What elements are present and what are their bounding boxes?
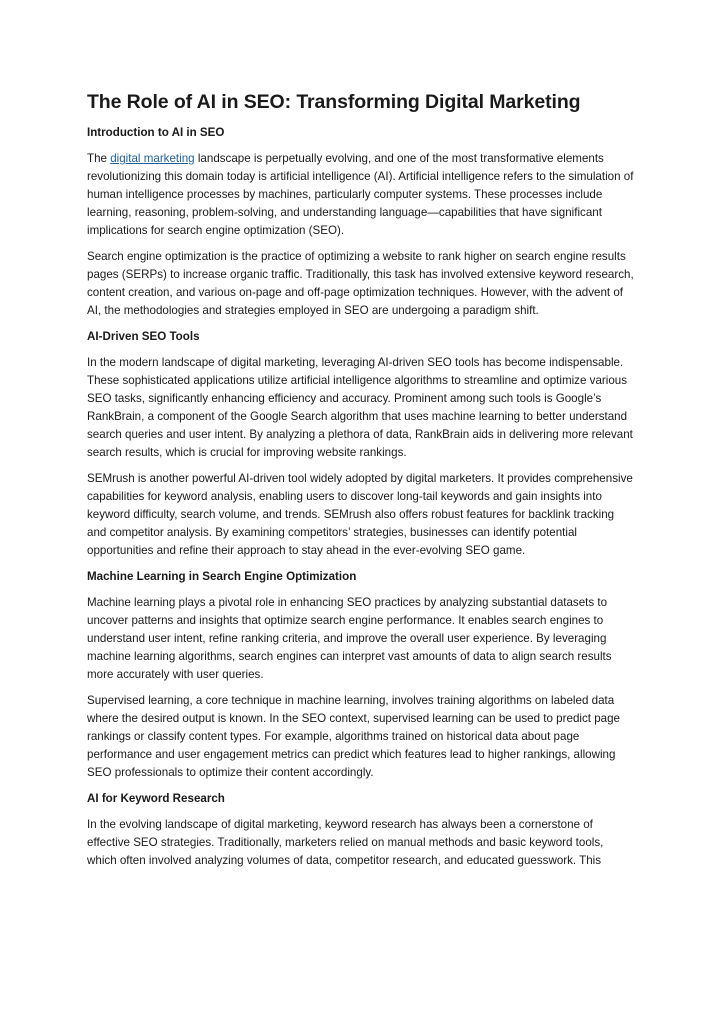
- section-heading-ai-tools: AI-Driven SEO Tools: [87, 330, 200, 343]
- paragraph: [87, 150, 634, 240]
- paragraph: In the modern landscape of digital marketing, leveraging AI-driven SEO tools has become indispensable. These sophisticated applications utilize artificial intelligence algorithms to streamline and optimize various SEO tasks, significantly enhancing efficiency and accuracy. Prominent among such tools is Google’s RankBrain, a component of the Google Search algorithm that uses machine learning to better understand search queries and user intent. By analyzing a plethora of data, RankBrain aids in delivering more relevant search results, which is crucial for improving website rankings.: [87, 356, 633, 459]
- document-title: The Role of AI in SEO: Transforming Digital Marketing: [87, 91, 581, 113]
- section-heading-introduction: Introduction to AI in SEO: [87, 126, 225, 139]
- paragraph: In the evolving landscape of digital marketing, keyword research has always been a cornerstone of effective SEO strategies. Traditionally, marketers relied on manual methods and basic keyword tools, which often involved analyzing volumes of data, competitor research, and educated guesswork. This: [87, 818, 604, 867]
- section-heading-machine-learning: Machine Learning in Search Engine Optimization: [87, 570, 357, 583]
- section-heading-keyword-research: AI for Keyword Research: [87, 792, 225, 805]
- paragraph: SEMrush is another powerful AI-driven tool widely adopted by digital marketers. It provides comprehensive capabilities for keyword analysis, enabling users to discover long-tail keywords and gain insights into keyword difficulty, search volume, and trends. SEMrush also offers robust features for backlink tracking and competitor analysis. By examining competitors’ strategies, businesses can identify potential opportunities and refine their approach to stay ahead in the ever-evolving SEO game.: [87, 472, 633, 557]
- paragraph: Machine learning plays a pivotal role in enhancing SEO practices by analyzing substantial datasets to uncover patterns and insights that optimize search engine performance. It enables search engines to understand user intent, refine ranking criteria, and improve the overall user experience. By leveraging machine learning algorithms, search engines can interpret vast amounts of data to align search results more accurately with user queries.: [87, 596, 612, 681]
- paragraph: Search engine optimization is the practice of optimizing a website to rank higher on search engine results pages (SERPs) to increase organic traffic. Traditionally, this task has involved extensive keyword research, content creation, and various on-page and off-page optimization techniques. However, with the advent of AI, the methodologies and strategies employed in SEO are undergoing a paradigm shift.: [87, 250, 634, 317]
- paragraph: Supervised learning, a core technique in machine learning, involves training algorithms on labeled data where the desired output is known. In the SEO context, supervised learning can be used to predict page rankings or classify content types. For example, algorithms trained on historical data about page performance and user engagement metrics can predict which features lead to higher rankings, allowing SEO professionals to optimize their content accordingly.: [87, 694, 620, 779]
- paragraph-text: landscape is perpetually evolving, and one of the most transformative elements revolutionizing this domain today is artificial intelligence (AI). Artificial intelligence refers to the simulation of human intelligence processes by machines, particularly computer systems. These processes include learning, reasoning, problem-solving, and understanding language—capabilities that have significant implications for search engine optimization (SEO).: [87, 152, 634, 237]
- paragraph-text: The: [87, 152, 111, 165]
- digital-marketing-link[interactable]: digital marketing: [110, 152, 195, 165]
